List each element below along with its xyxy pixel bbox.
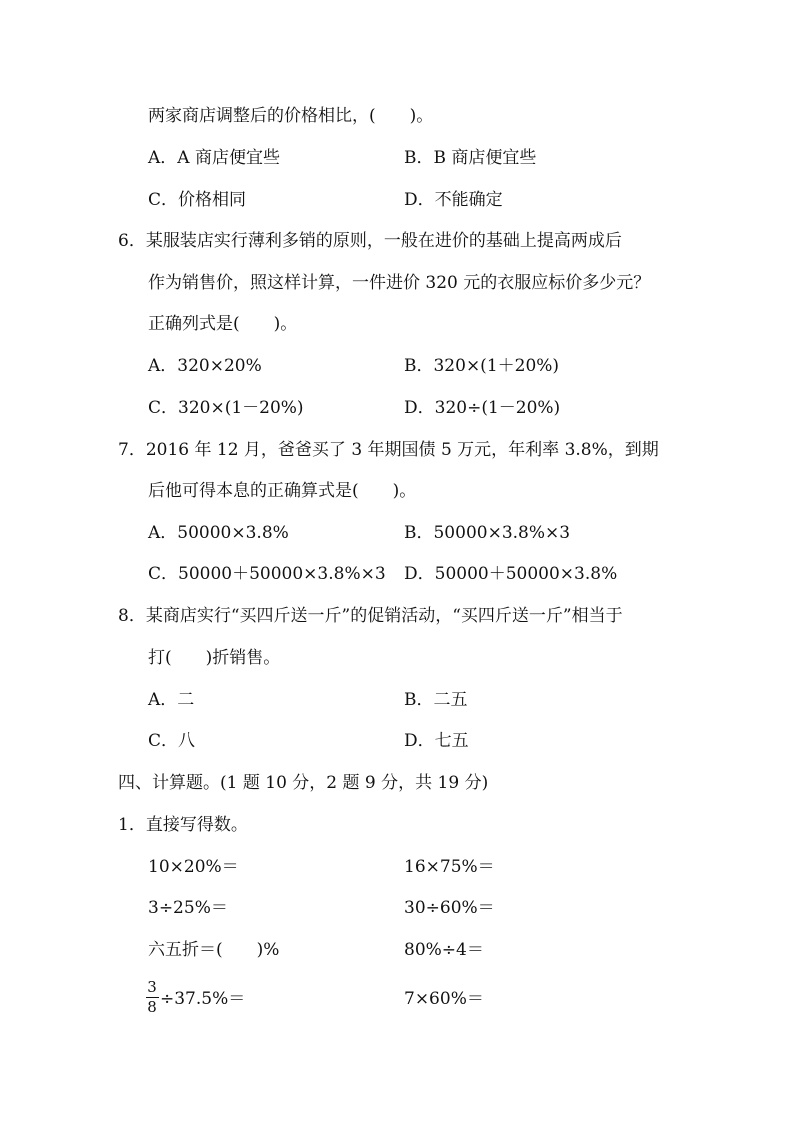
fraction-denominator: 8 [147, 998, 157, 1016]
section4-q1-title: 1．直接写得数。 [118, 815, 248, 835]
q7-stem-line-2: 后他可得本息的正确算式是( )。 [148, 481, 417, 501]
q6-stem-line-3: 正确列式是( )。 [148, 314, 298, 334]
q5-option-a: A．A 商店便宜些 [148, 148, 280, 168]
q6-option-c: C．320×(1－20%) [148, 398, 304, 418]
q6-stem-line-2: 作为销售价，照这样计算，一件进价 320 元的衣服应标价多少元？ [148, 273, 651, 293]
q5-option-d: D．不能确定 [404, 190, 503, 210]
q6-stem-line-1: 6．某服装店实行薄利多销的原则，一般在进价的基础上提高两成后 [118, 231, 622, 251]
calc-item-2: 16×75%＝ [404, 857, 495, 877]
q7-stem-line-1: 7．2016 年 12 月，爸爸买了 3 年期国债 5 万元，年利率 3.8%，到期 [118, 440, 659, 460]
calc-item-1: 10×20%＝ [148, 857, 239, 877]
fraction-numerator: 3 [147, 978, 157, 996]
q8-option-a: A．二 [148, 690, 195, 710]
calc-item-3: 3÷25%＝ [148, 898, 228, 918]
q5-option-c: C．价格相同 [148, 190, 247, 210]
q7-option-a: A．50000×3.8% [148, 523, 289, 543]
section-heading: 四、计算题。(1 题 10 分，2 题 9 分，共 19 分) [118, 773, 489, 793]
q6-option-a: A．320×20% [148, 356, 262, 376]
q8-option-c: C．八 [148, 731, 196, 751]
calc-item-6: 80%÷4＝ [404, 940, 484, 960]
q7-option-c: C．50000＋50000×3.8%×3 [148, 564, 386, 584]
q5-option-b: B．B 商店便宜些 [404, 148, 537, 168]
calc-item-4: 30÷60%＝ [404, 898, 495, 918]
q8-stem-line-1: 8．某商店实行“买四斤送一斤”的促销活动，“买四斤送一斤”相当于 [118, 606, 623, 626]
q7-option-d: D．50000＋50000×3.8% [404, 564, 618, 584]
q8-option-d: D．七五 [404, 731, 469, 751]
calc-item-8: 7×60%＝ [404, 989, 484, 1009]
q7-option-b: B．50000×3.8%×3 [404, 523, 571, 543]
q5-stem-line: 两家商店调整后的价格相比，( )。 [148, 106, 434, 126]
calc-item-5: 六五折＝( )% [148, 940, 280, 960]
calc-item-7-rest: ÷37.5%＝ [160, 989, 246, 1009]
q6-option-d: D．320÷(1－20%) [404, 398, 561, 418]
q8-option-b: B．二五 [404, 690, 468, 710]
q8-stem-line-2: 打( )折销售。 [148, 648, 281, 668]
q6-option-b: B．320×(1＋20%) [404, 356, 560, 376]
